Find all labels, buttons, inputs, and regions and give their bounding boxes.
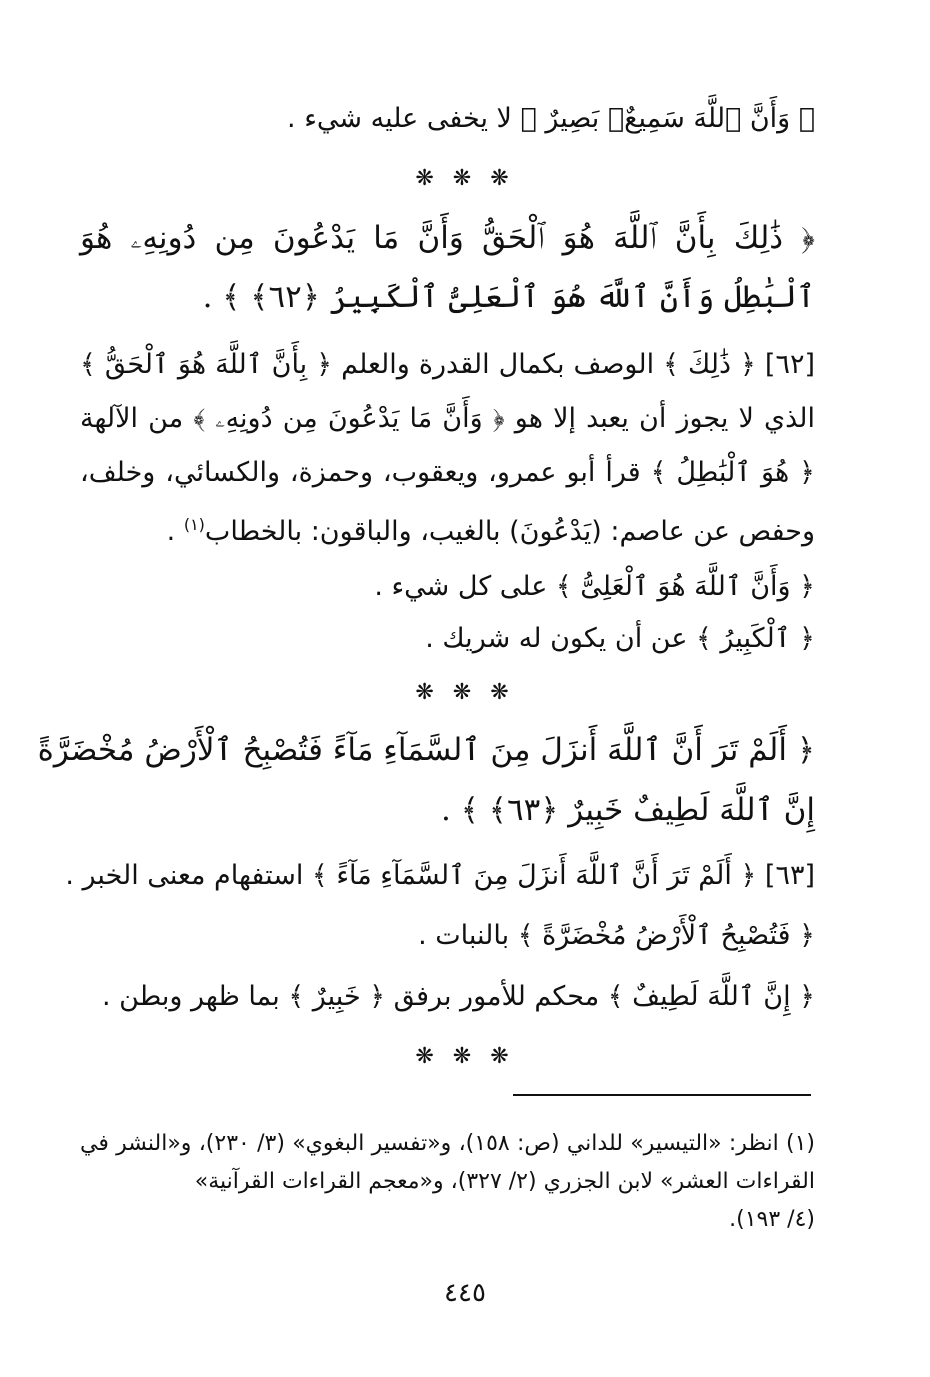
commentary-62-line-1: [٦٢] ﴿ ذَٰلِكَ ﴾ الوصف بكمال القدرة والعلم ﴿ بِأَنَّ ٱللَّهَ هُوَ ٱلْحَقُّ ﴾ (80, 349, 815, 380)
page-number: ٤٤٥ (444, 1278, 486, 1308)
footnote-divider (513, 1094, 811, 1096)
verse-62-line-1: ﴿ ذَٰلِكَ بِأَنَّ ٱللَّهَ هُوَ ٱلْحَقُّ وَأَنَّ مَا يَدْعُونَ مِن دُونِهِۦ هُوَ (80, 220, 815, 256)
section-separator: ❋ ❋ ❋ (415, 680, 515, 705)
commentary-62-line-4-text: وحفص عن عاصم: (يَدْعُونَ) بالغيب، والباقون: بالخطاب (204, 516, 815, 547)
commentary-62-line-6: ﴿ ٱلْكَبِيرُ ﴾ عن أن يكون له شريك . (425, 623, 815, 654)
verse-62-line-2: ٱلْبَٰطِلُ وَأَنَّ ٱللَّهَ هُوَ ٱلْعَلِىُّ ٱلْكَبِيرُ ﴿٦٢﴾ ﴾ . (202, 279, 815, 315)
section-separator: ❋ ❋ ❋ (415, 1044, 515, 1069)
commentary-62-line-3: ﴿ هُوَ ٱلْبَٰطِلُ ﴾ قرأ أبو عمرو، ويعقوب، وحمزة، والكسائي، وخلف، (80, 457, 815, 488)
commentary-62-line-4-end: . (166, 516, 176, 547)
footnote-reference: (١) (183, 515, 205, 534)
footnote-line-3: (٤/ ١٩٣). (729, 1207, 815, 1232)
commentary-62-line-5: ﴿ وَأَنَّ ٱللَّهَ هُوَ ٱلْعَلِىُّ ﴾ على كل شيء . (374, 571, 815, 602)
verse-63-line-1: ﴿ أَلَمْ تَرَ أَنَّ ٱللَّهَ أَنزَلَ مِنَ ٱلسَّمَآءِ مَآءً فَتُصْبِحُ ٱلْأَرْضُ مُخْضَرَّةً (37, 732, 815, 768)
commentary-63-line-2: ﴿ فَتُصْبِحُ ٱلْأَرْضُ مُخْضَرَّةً ﴾ بالنبات . (418, 920, 815, 951)
section-separator: ❋ ❋ ❋ (415, 166, 515, 191)
commentary-62-line-2: الذي لا يجوز أن يعبد إلا هو ﴿ وَأَنَّ مَا يَدْعُونَ مِن دُونِهِۦ ﴾ من الآلهة (80, 403, 815, 434)
text-line-1: ﴿ وَأَنَّ ٱللَّهَ سَمِيعٌۢ بَصِيرٌ ﴾ لا يخفى عليه شيء . (287, 103, 815, 134)
commentary-63-line-3: ﴿ إِنَّ ٱللَّهَ لَطِيفٌ ﴾ محكم للأمور برفق ﴿ خَبِيرٌ ﴾ بما ظهر وبطن . (102, 981, 815, 1012)
commentary-62-line-4 (80, 503, 815, 554)
footnote-line-1: (١) انظر: «التيسير» للداني (ص: ١٥٨)، و«تفسير البغوي» (٣/ ٢٣٠)، و«النشر في (80, 1131, 816, 1156)
footnote-line-2: القراءات العشر» لابن الجزري (٢/ ٣٢٧)، و«معجم القراءات القرآنية» (194, 1169, 815, 1194)
verse-63-line-2: إِنَّ ٱللَّهَ لَطِيفٌ خَبِيرٌ ﴿٦٣﴾ ﴾ . (441, 792, 815, 828)
commentary-63-line-1: [٦٣] ﴿ أَلَمْ تَرَ أَنَّ ٱللَّهَ أَنزَلَ مِنَ ٱلسَّمَآءِ مَآءً ﴾ استفهام معنى الخبر . (65, 860, 815, 891)
